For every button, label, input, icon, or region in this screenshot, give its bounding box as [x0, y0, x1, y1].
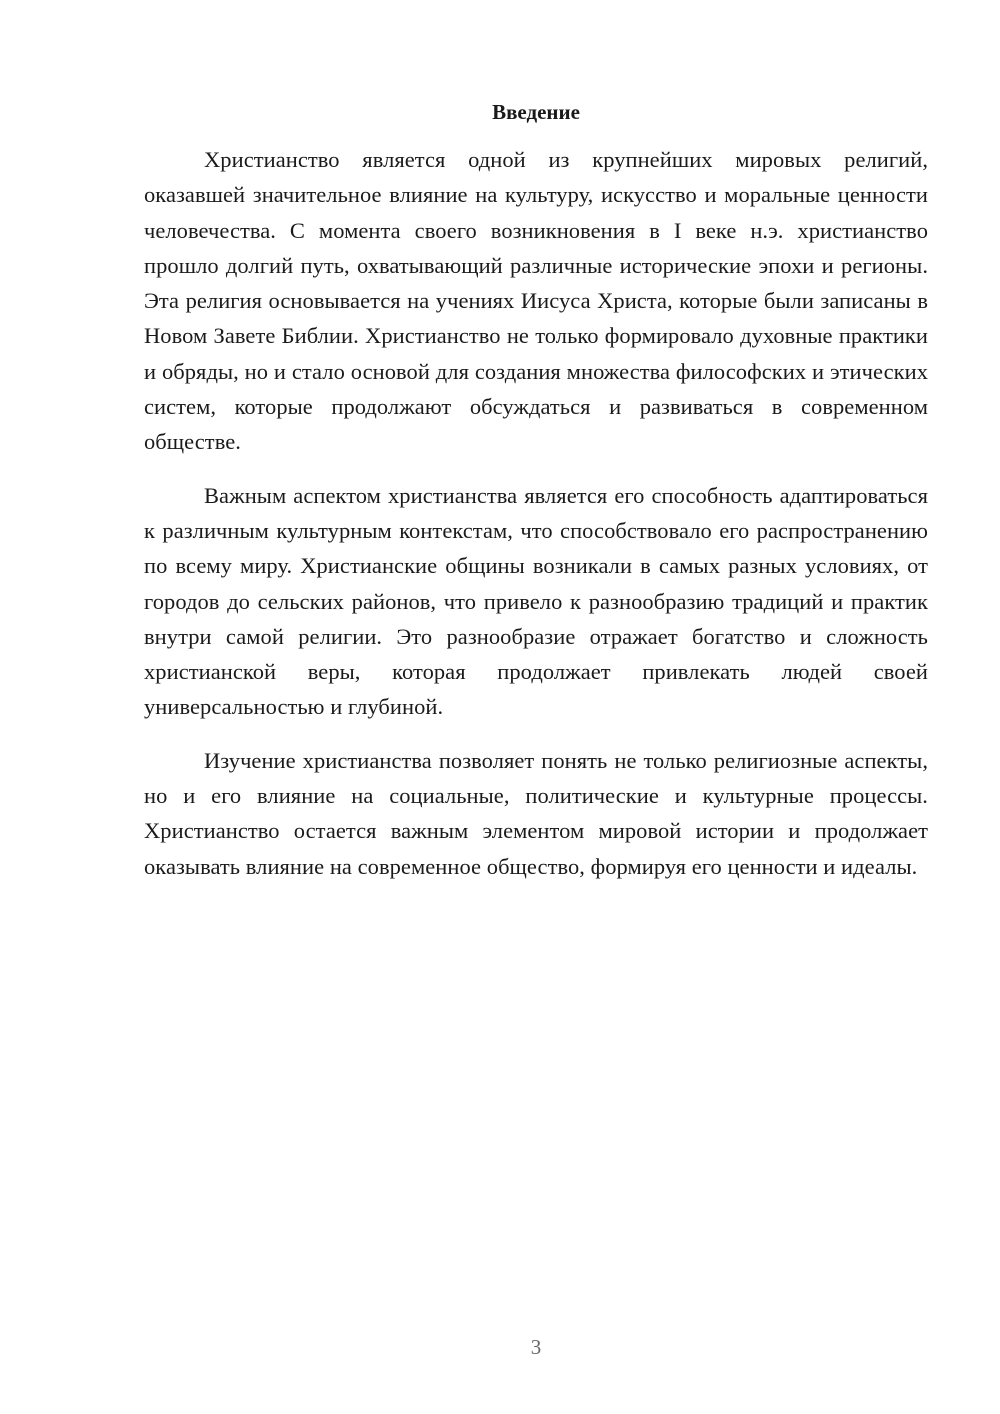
body-text	[144, 142, 928, 884]
paragraph-2: Важным аспектом христианства является его способность адаптироваться к различным культурным контекстам, что способствовало его распространению по всему миру. Христианские общины возникали в самых разных условиях, от городов до сельских районов, что привело к разнообразию традиций и практик внутри самой религии. Это разнообразие отражает богатство и сложность христианской веры, которая продолжает привлекать людей своей универсальностью и глубиной.	[144, 482, 928, 720]
page-title: Введение	[492, 100, 580, 124]
paragraph-1: Христианство является одной из крупнейших мировых религий, оказавшей значительное влияние на культуру, искусство и моральные ценности человечества. С момента своего возникновения в I веке н.э. христианство прошло долгий путь, охватывающий различные исторические эпохи и регионы. Эта религия основывается на учениях Иисуса Христа, которые были записаны в Новом Завете Библии. Христианство не только формировало духовные практики и обряды, но и стало основой для создания множества философских и этических систем, которые продолжают обсуждаться и развиваться в современном обществе.	[144, 147, 928, 455]
paragraph-3: Изучение христианства позволяет понять не только религиозные аспекты, но и его влияние на социальные, политические и культурные процессы. Христианство остается важным элементом мировой истории и продолжает оказывать влияние на современное общество, формируя его ценности и идеалы.	[144, 747, 928, 879]
page-number: 3	[530, 1335, 542, 1359]
